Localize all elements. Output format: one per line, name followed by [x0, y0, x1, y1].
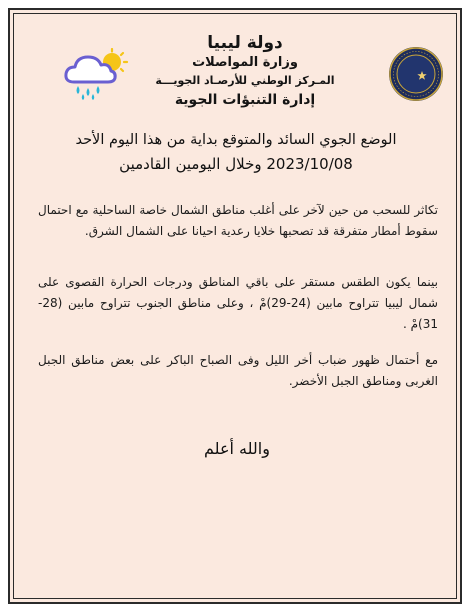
center-name: المـركز الوطني للأرصـاد الجويـــة	[155, 74, 335, 87]
bulletin-page	[8, 8, 462, 604]
cloud-rain-sun-icon	[62, 48, 132, 100]
department-name: إدارة التنبؤات الجوية	[174, 92, 316, 108]
emblem-seal-icon	[388, 46, 444, 102]
forecast-title	[40, 128, 432, 176]
header-block	[150, 32, 340, 110]
ministry-name: وزارة المواصلات	[192, 55, 298, 70]
forecast-date-line: 2023/10/08 وخلال اليومين القادمين	[119, 155, 353, 173]
forecast-paragraph: مع أحتمال ظهور ضباب أخر الليل وفى الصباح الباكر على بعض مناطق الجبل الغربى ومناطق الجبل الأخضر.	[38, 353, 438, 388]
country-name: دولة ليبيا	[207, 33, 283, 53]
forecast-title-line: الوضع الجوي السائد والمتوقع بداية من هذا اليوم الأحد	[75, 132, 397, 148]
forecast-paragraph: تكاثر للسحب من حين لآخر على أغلب مناطق الشمال خاصة الساحلية مع احتمال سقوط أمطار متفرقة قد تصحبها خلايا رعدية احيانا على الشمال الشرق.	[38, 203, 438, 238]
forecast-paragraph: بينما يكون الطقس مستقر على باقي المناطق ودرجات الحرارة القصوى على شمال ليبيا تتراوح مابين (24-29)مْ ، وعلى مناطق الجنوب تتراوح مابين (28-31)مْ .	[38, 275, 438, 331]
closing-phrase: والله أعلم	[204, 439, 270, 458]
